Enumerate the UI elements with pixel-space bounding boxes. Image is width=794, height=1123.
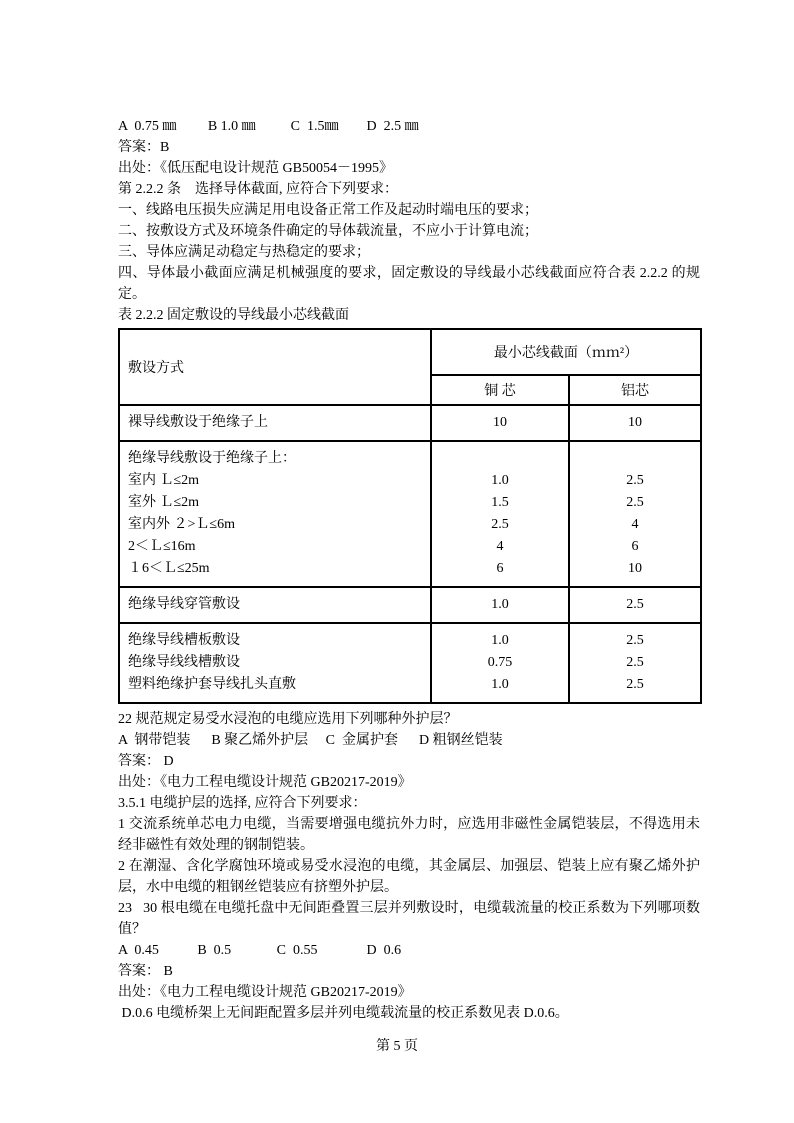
text-block-after-table <box>118 709 700 1024</box>
table-cell-aluminum <box>569 587 701 623</box>
table-cell-line: 2.5 <box>626 473 644 488</box>
table-cell-line: 2＜Ｌ≤16m <box>128 539 196 554</box>
page-footer <box>0 1036 794 1057</box>
paragraph: 答案： B <box>118 964 173 979</box>
table-cell-line: 2.5 <box>626 633 644 648</box>
table-cell-line: 4 <box>631 517 639 532</box>
table-cell-line: 绝缘导线穿管敷设 <box>128 597 240 612</box>
page-number: 第 5 页 <box>376 1039 418 1054</box>
paragraph: 第 2.2.2 条 选择导体截面, 应符合下列要求： <box>118 182 398 197</box>
table-cell-line: 2.5 <box>626 677 644 692</box>
table-cell-line: 室外 Ｌ≤2m <box>128 495 200 510</box>
table-cell-line: 2.5 <box>626 495 644 510</box>
paragraph: 答案：B <box>118 140 170 155</box>
table-cell-line: 10 <box>628 415 642 430</box>
table-row <box>119 587 701 623</box>
table-header-row-top <box>119 329 701 375</box>
table-cell-line: 6 <box>631 539 639 554</box>
table-cell-line: 2.5 <box>491 517 509 532</box>
paragraph: 表 2.2.2 固定敷设的导线最小芯线截面 <box>118 308 349 323</box>
paragraph: A 钢带铠装 B 聚乙烯外护层 C 金属护套 D 粗钢丝铠装 <box>118 733 503 748</box>
table-cell-line: 10 <box>493 415 507 430</box>
table-row <box>119 623 701 703</box>
table-cell-line: １6＜Ｌ≤25m <box>128 561 210 576</box>
paragraph: A 0.75 ㎜ B 1.0 ㎜ C 1.5㎜ D 2.5 ㎜ <box>118 119 419 134</box>
table-cell-method <box>119 441 431 587</box>
text-block-before-table <box>118 116 700 326</box>
table-cell-aluminum <box>569 405 701 441</box>
table-cell-copper <box>431 405 569 441</box>
paragraph: 四、导体最小截面应满足机械强度的要求，固定敷设的导线最小芯线截面应符合表 2.2.2 的规定。 <box>118 266 700 302</box>
table-cell-line: 1.5 <box>491 495 509 510</box>
paragraph: 3.5.1 电缆护层的选择, 应符合下列要求： <box>118 796 367 811</box>
table-cell-line: 0.75 <box>487 655 513 670</box>
table-cell-line: 2.5 <box>626 655 644 670</box>
table-cell-line <box>572 448 698 470</box>
table-cell-line: 1.0 <box>491 473 509 488</box>
table-cell-line: 2.5 <box>626 597 644 612</box>
table-cell-line: 绝缘导线线槽敷设 <box>128 655 240 670</box>
table-cell-line: 6 <box>496 561 504 576</box>
paragraph: D.0.6 电缆桥架上无间距配置多层并列电缆载流量的校正系数见表 D.0.6。 <box>118 1006 569 1021</box>
table-cell-line <box>434 448 566 470</box>
table-cell-line: 1.0 <box>491 633 509 648</box>
table-cell-copper <box>431 623 569 703</box>
min-core-section-table <box>118 328 702 704</box>
paragraph: 22 规范规定易受水浸泡的电缆应选用下列哪种外护层？ <box>118 712 458 727</box>
table-cell-line: 1.0 <box>491 597 509 612</box>
table-cell-aluminum <box>569 623 701 703</box>
table-cell-line: 10 <box>628 561 642 576</box>
table-cell-aluminum <box>569 441 701 587</box>
table-header-aluminum: 铝芯 <box>569 375 701 405</box>
table-row <box>119 405 701 441</box>
paragraph: 一、线路电压损失应满足用电设备正常工作及起动时端电压的要求； <box>118 203 538 218</box>
table-cell-line: 绝缘导线敷设于绝缘子上： <box>128 451 296 466</box>
table-header-min-section: 最小芯线截面（ｍｍ²） <box>431 329 701 375</box>
table-cell-line: 室内外 ２>Ｌ≤6m <box>128 517 235 532</box>
paragraph: 2 在潮湿、含化学腐蚀环境或易受水浸泡的电缆，其金属层、加强层、铠装上应有聚乙烯外护层，水中电缆的粗钢丝铠装应有挤塑外护层。 <box>118 859 700 895</box>
table-header-method: 敷设方式 <box>119 329 431 405</box>
table-cell-copper <box>431 441 569 587</box>
paragraph: 23 30 根电缆在电缆托盘中无间距叠置三层并列敷设时，电缆载流量的校正系数为下列哪项数值？ <box>118 901 700 937</box>
paragraph: 三、导体应满足动稳定与热稳定的要求； <box>118 245 370 260</box>
paragraph: 出处：《电力工程电缆设计规范 GB20217-2019》 <box>118 775 412 790</box>
paragraph: 1 交流系统单芯电力电缆，当需要增强电缆抗外力时，应选用非磁性金属铠装层，不得选用未经非磁性有效处理的钢制铠装。 <box>118 817 700 853</box>
paragraph: 二、按敷设方式及环境条件确定的导体载流量，不应小于计算电流； <box>118 224 538 239</box>
table-cell-line: 室内 Ｌ≤2m <box>128 473 200 488</box>
table-cell-method <box>119 623 431 703</box>
table-cell-line: 绝缘导线槽板敷设 <box>128 633 240 648</box>
paragraph: 答案： D <box>118 754 174 769</box>
table-row <box>119 441 701 587</box>
table-header-copper: 铜 芯 <box>431 375 569 405</box>
table-cell-line: 4 <box>496 539 504 554</box>
table-cell-line: 塑料绝缘护套导线扎头直敷 <box>128 677 296 692</box>
table-cell-method <box>119 587 431 623</box>
table-cell-method <box>119 405 431 441</box>
paragraph: 出处：《电力工程电缆设计规范 GB20217-2019》 <box>118 985 412 1000</box>
table-cell-copper <box>431 587 569 623</box>
paragraph: 出处：《低压配电设计规范 GB50054－1995》 <box>118 161 393 176</box>
table-cell-line: 1.0 <box>491 677 509 692</box>
table-cell-line: 裸导线敷设于绝缘子上 <box>128 415 268 430</box>
paragraph: A 0.45 B 0.5 C 0.55 D 0.6 <box>118 943 402 958</box>
